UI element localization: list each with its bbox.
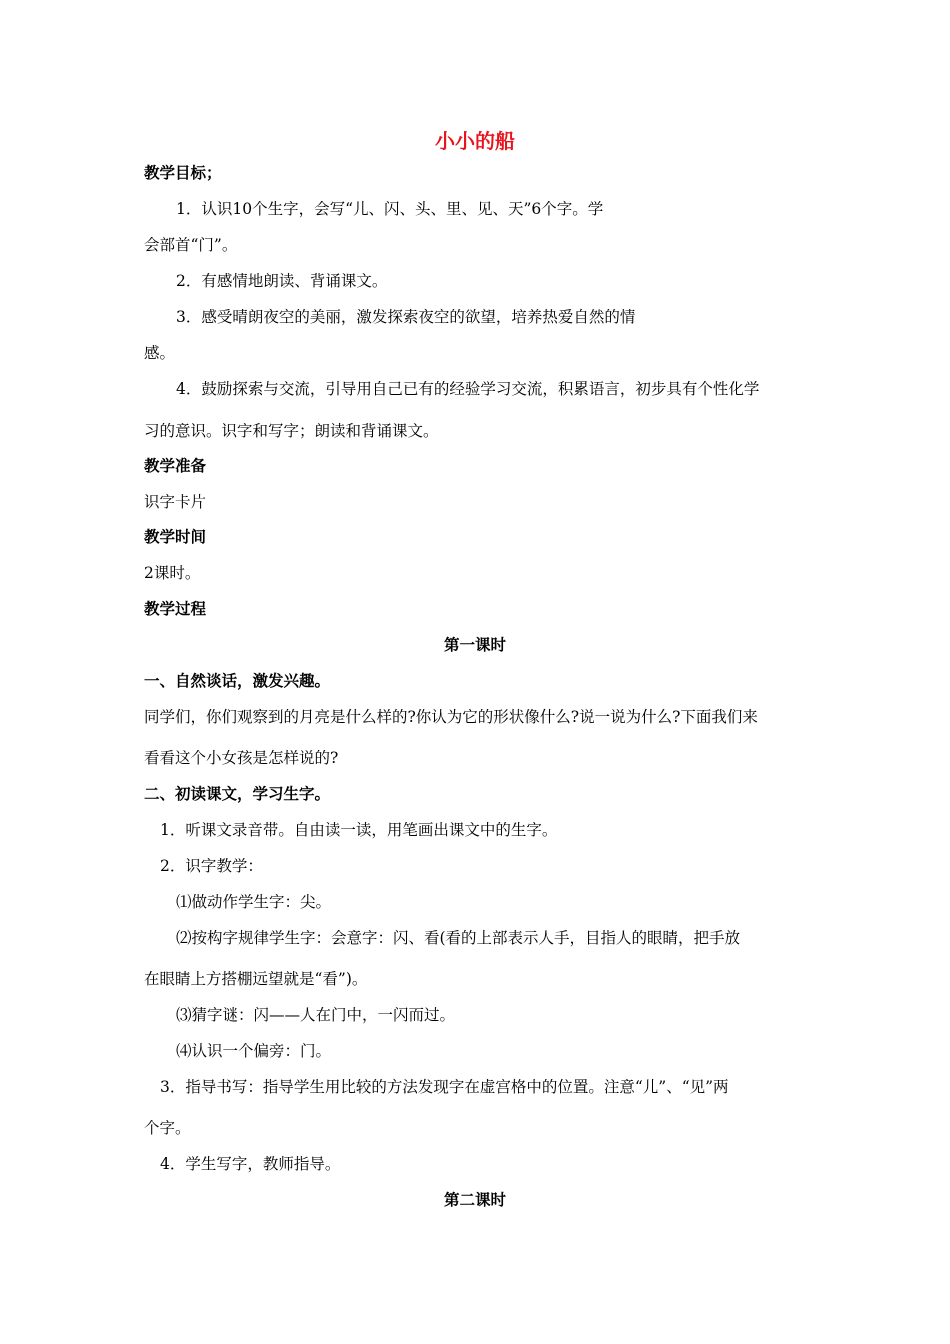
item-3-line-1: 3．指导书写：指导学生用比较的方法发现字在虚宫格中的位置。注意“儿”、“见”两 (160, 1078, 729, 1096)
sub-item-1: ⑴做动作学生字：尖。 (176, 893, 332, 911)
lesson-2-heading: 第二课时 (443, 1191, 506, 1209)
section-1-line-1: 同学们，你们观察到的月亮是什么样的?你认为它的形状像什么?说一说为什么?下面我们来 (144, 708, 758, 726)
prep-heading: 教学准备 (144, 457, 207, 475)
time-text: 2课时。 (144, 564, 201, 582)
goal-4-line-2: 习的意识。识字和写字；朗读和背诵课文。 (144, 422, 439, 440)
goal-3-line-1: 3．感受晴朗夜空的美丽，激发探索夜空的欲望，培养热爱自然的情 (176, 308, 636, 326)
goal-1-line-2: 会部首“门”。 (144, 236, 238, 254)
item-2: 2．识字教学： (160, 857, 263, 875)
goal-1-line-1: 1．认识10个生字，会写“儿、闪、头、里、见、天”6个字。学 (176, 200, 604, 218)
process-heading: 教学过程 (144, 600, 207, 618)
item-1: 1．听课文录音带。自由读一读，用笔画出课文中的生字。 (160, 821, 558, 839)
sub-item-2-line-1: ⑵按构字规律学生字：会意字：闪、看(看的上部表示人手，目指人的眼睛，把手放 (176, 929, 741, 947)
section-2-heading: 二、初读课文，学习生字。 (144, 785, 331, 803)
goal-2: 2．有感情地朗读、背诵课文。 (176, 272, 388, 290)
lesson-1-heading: 第一课时 (443, 636, 506, 654)
sub-item-4: ⑷认识一个偏旁：门。 (176, 1042, 332, 1060)
document-title: 小小的船 (435, 129, 515, 153)
item-3-line-2: 个字。 (144, 1119, 191, 1137)
prep-text: 识字卡片 (144, 493, 207, 511)
time-heading: 教学时间 (144, 528, 207, 546)
section-1-heading: 一、自然谈话，激发兴趣。 (144, 672, 331, 690)
goal-3-line-2: 感。 (144, 344, 176, 362)
section-1-line-2: 看看这个小女孩是怎样说的? (144, 749, 339, 767)
sub-item-2-line-2: 在眼睛上方搭棚远望就是“看”)。 (144, 970, 368, 988)
sub-item-3: ⑶猜字谜：闪——人在门中，一闪而过。 (176, 1006, 456, 1024)
item-4: 4．学生写字，教师指导。 (160, 1155, 341, 1173)
goals-heading: 教学目标； (144, 164, 222, 182)
goal-4-line-1: 4．鼓励探索与交流，引导用自己已有的经验学习交流，积累语言，初步具有个性化学 (176, 380, 760, 398)
